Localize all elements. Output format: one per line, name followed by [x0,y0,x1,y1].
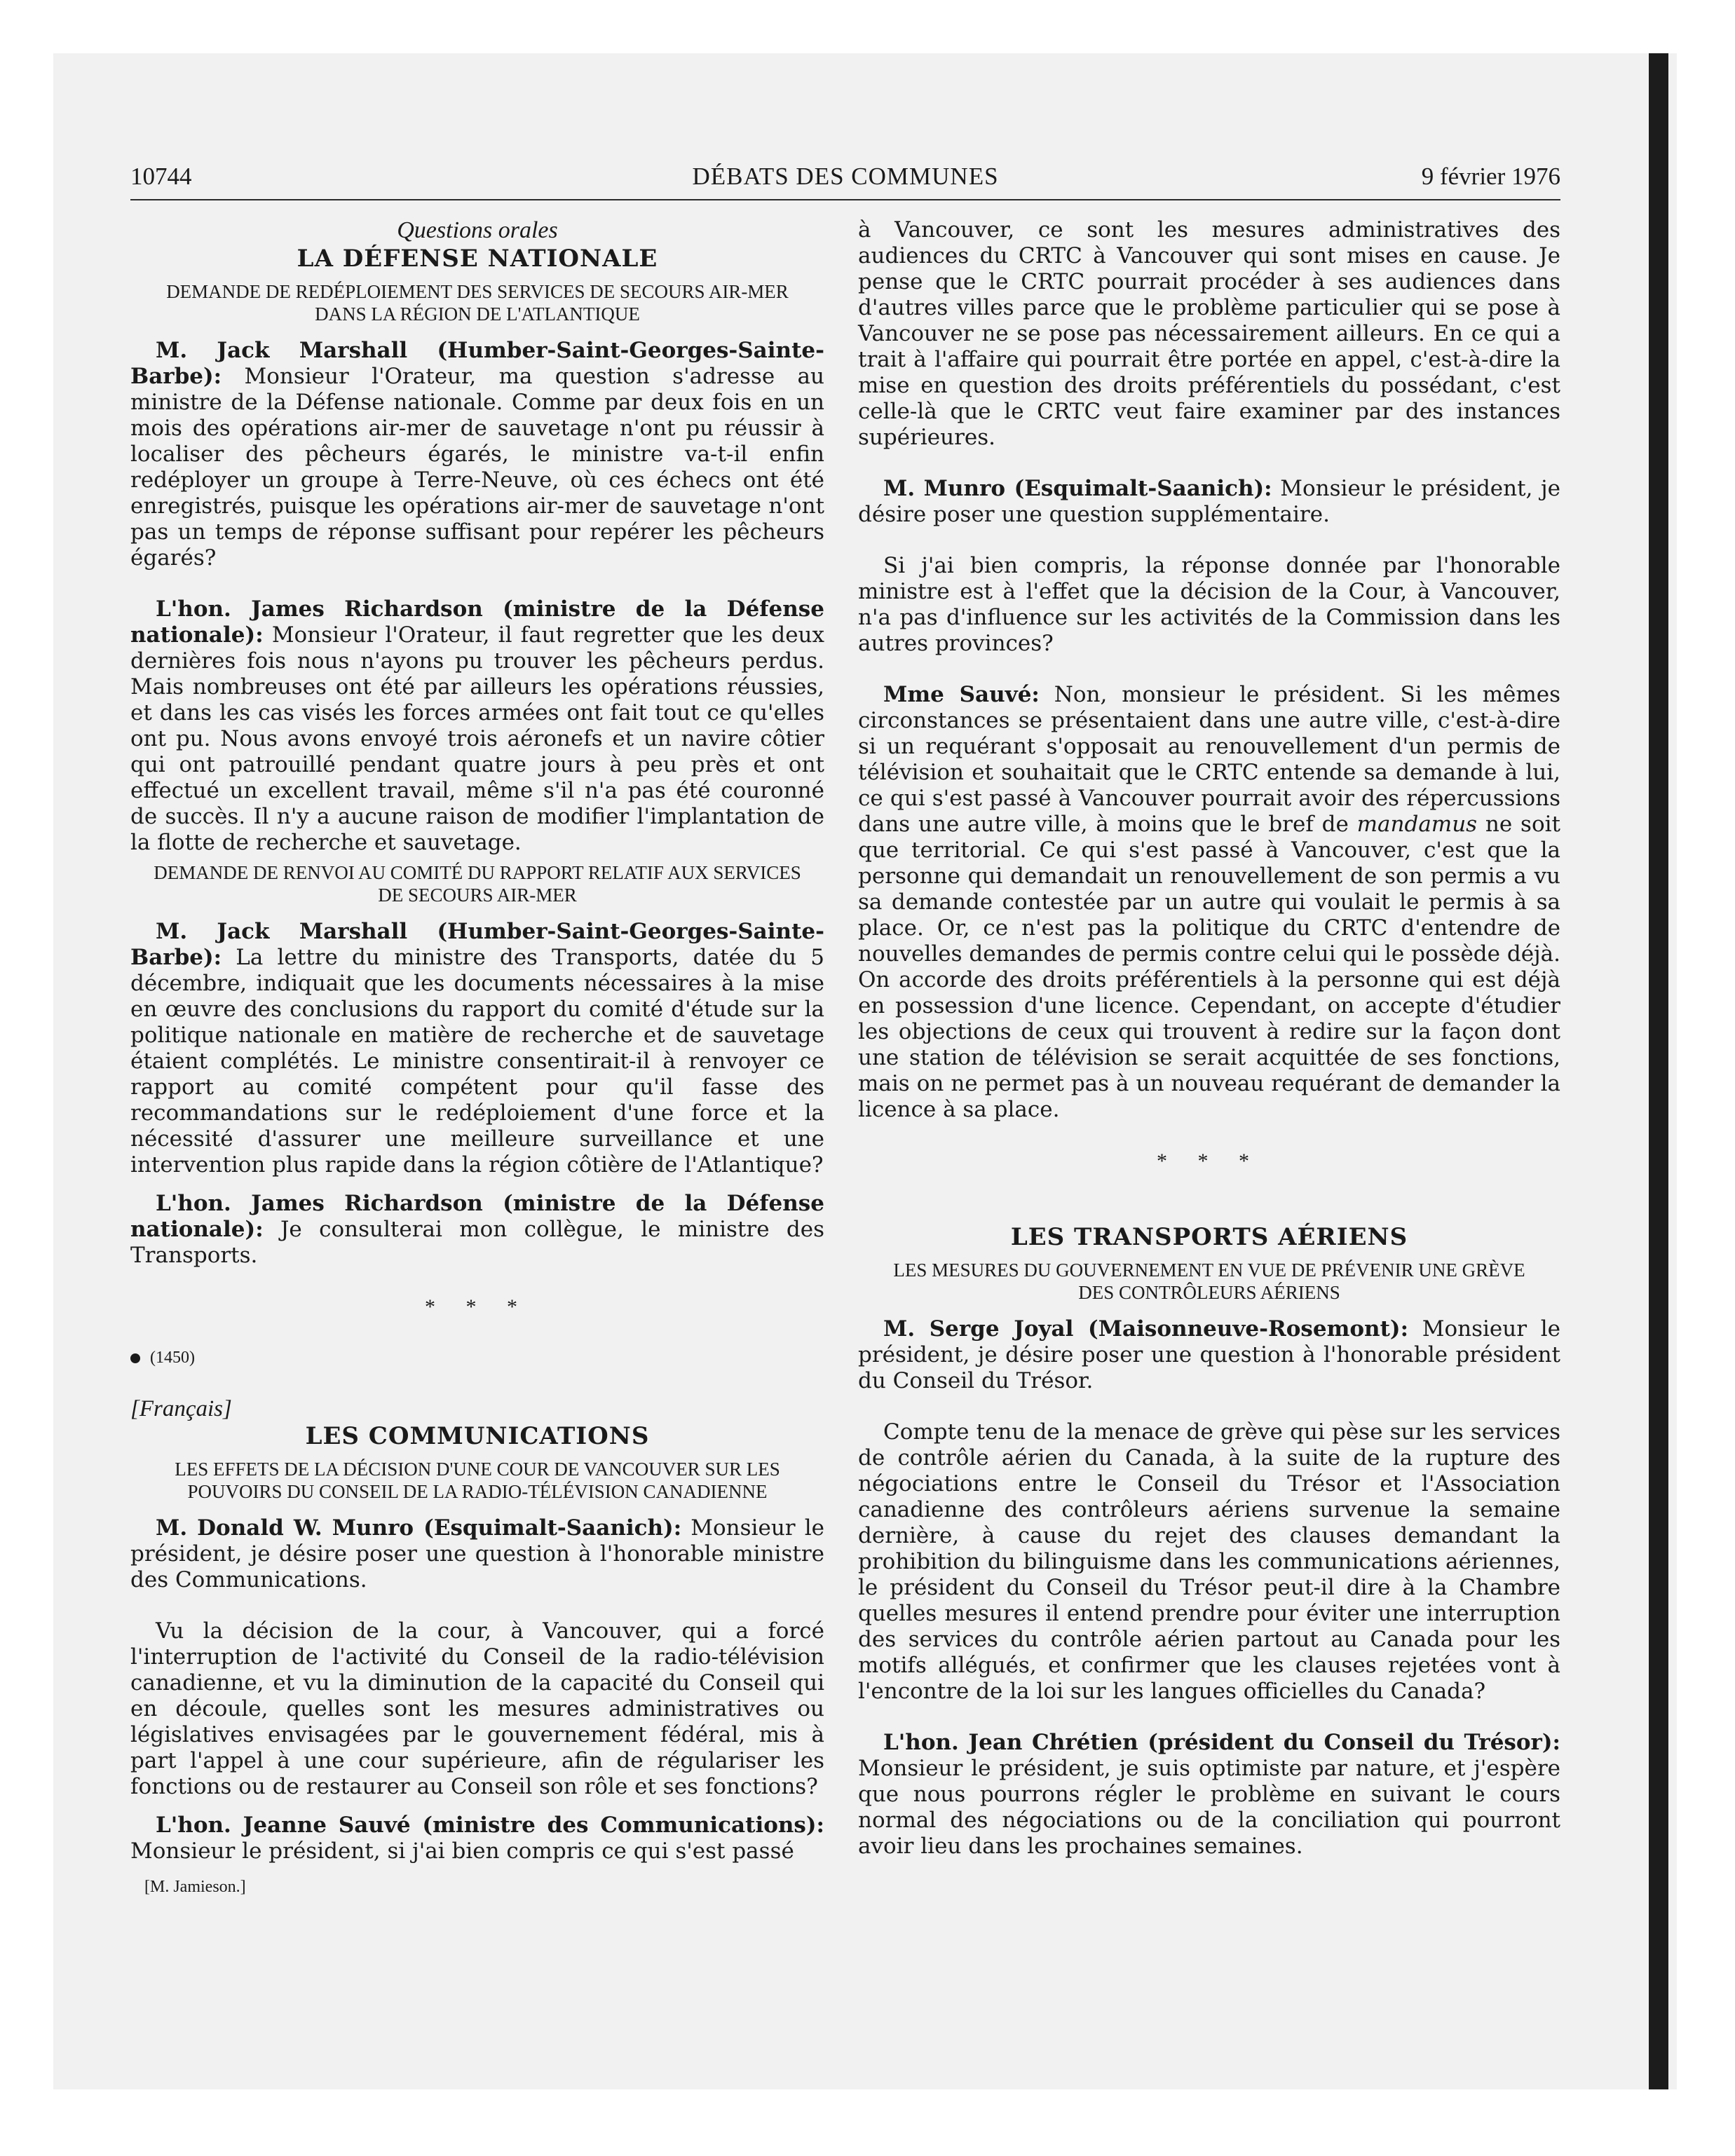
speech-marshall-2 [130,919,824,1178]
time-marker-text: (1450) [150,1349,195,1367]
speech-text: Monsieur le président, je désire poser une question à l'honorable président du Conseil du Trésor. [858,1316,1560,1393]
speech-sauve-1 [130,1813,824,1864]
page-footnote: [M. Jamieson.] [144,1878,246,1896]
speaker-name: M. Munro (Esquimalt-Saanich): [883,476,1272,501]
rubric-air-controllers: LES MESURES DU GOUVERNEMENT EN VUE DE PRÉVENIR UNE GRÈVE DES CONTRÔLEURS AÉRIENS [893,1260,1525,1303]
speaker-name: M. Donald W. Munro (Esquimalt-Saanich): [156,1515,682,1541]
publication-date: 9 février 1976 [1421,163,1560,190]
speech-joyal [858,1316,1560,1394]
speech-richardson-1 [130,596,824,856]
speech-sauve-1-continued: à Vancouver, ce sont les mesures administratives des audiences du CRTC à Vancouver qui sont mises en cause. Je pense que le CRTC pourrait procéder à ses audiences dans d'autres villes parce que le problème particulier qui se pose à Vancouver ne se pose pas nécessairement ailleurs. En ce qui a trait à l'affaire qui pourrait être portée en appel, c'est-à-dire la mise en question des droits préférentiels du possédant, c'est celle-là que le CRTC veut faire examiner par des instances supérieures. [858,217,1560,450]
speech-chretien [858,1730,1560,1860]
speech-text: Monsieur l'Orateur, il faut regretter que les deux dernières fois nous n'ayons pu trouver les pêcheurs perdus. Mais nombreuses ont été par ailleurs les opérations réussies, et dans les cas visés les forces armées ont fait tout ce qu'elles ont pu. Nous avons envoyé trois aéronefs et un navire côtier qui ont patrouillé pendant quatre jours à peu près et ont effectué un excellent travail, même s'il n'a pas été couronné de succès. Il n'y a aucune raison de modifier l'implantation de la flotte de recherche et sauvetage. [130,622,824,855]
rubric-referral: DEMANDE DE RENVOI AU COMITÉ DU RAPPORT RELATIF AUX SERVICES DE SECOURS AIR-MER [154,862,801,906]
speech-munro-1 [130,1515,824,1593]
speaker-name: L'hon. James Richardson (ministre de la Défense nationale): [130,596,824,648]
speech-text: ne soit que territorial. Ce qui s'est passé à Vancouver, c'est que la personne qui demandait un renouvellement de son permis a vu sa demande contestée par un autre qui voulait le permis à sa place. Or, ce n'est pas la politique du CRTC d'entendre de nouvelles demandes de permis contre celui qui le possède déjà. On accorde des droits préférentiels à la personne qui est déjà en possession d'une licence. Cependant, on accepte d'étudier les objections de ceux qui trouvent à redire sur la façon dont une station de télévision se serait acquittée de ses fonctions, mais on ne permet pas à un nouveau requérant de demander la licence à sa place. [858,812,1560,1122]
speech-marshall-1 [130,338,824,571]
publication-title: DÉBATS DES COMMUNES [692,163,999,190]
scan-edge [1649,53,1668,2089]
speaker-name: L'hon. James Richardson (ministre de la Défense nationale): [130,1191,824,1242]
section-subhead: Questions orales [397,217,558,243]
rubric-vancouver-court: LES EFFETS DE LA DÉCISION D'UNE COUR DE VANCOUVER SUR LES POUVOIRS DU CONSEIL DE LA RADIO-TÉLÉVISION CANADIENNE [175,1459,780,1502]
speech-text: Monsieur le président, si j'ai bien compris ce qui s'est passé [130,1838,794,1864]
speech-text: Non, monsieur le président. Si les mêmes circonstances se présentaient dans une autre ville, c'est-à-dire si un requérant s'opposait au renouvellement d'un permis de télévision et souhaitait que le CRTC entende sa demande à lui, ce qui s'est passé à Vancouver pourrait avoir des répercussions dans une autre ville, à moins que le bref de [858,682,1560,837]
section-heading-air-transport: LES TRANSPORTS AÉRIENS [1010,1223,1408,1251]
section-separator: * * * [425,1295,530,1318]
page-number: 10744 [130,163,192,190]
speech-text: La lettre du ministre des Transports, datée du 5 décembre, indiquait que les documents nécessaires à la mise en œuvre des conclusions du rapport du comité d'étude sur la politique nationale en matière de recherche et de sauvetage étaient complétés. Le ministre consentirait-il à renvoyer ce rapport au comité compétent pour qu'il fasse des recommandations sur le redéploiement d'une force et la nécessité d'assurer une meilleure surveillance et une intervention plus rapide dans la région côtière de l'Atlantique? [130,945,824,1178]
speech-munro-2-continued: Si j'ai bien compris, la réponse donnée par l'honorable ministre est à l'effet que la décision de la Cour, à Vancouver, n'a pas d'influence sur les activités de la Commission dans les autres provinces? [858,553,1560,656]
running-header [130,160,1560,200]
section-heading-defense: LA DÉFENSE NATIONALE [297,245,658,273]
language-tag: [Français] [130,1396,232,1421]
speech-munro-2 [858,476,1560,528]
speech-text: Monsieur l'Orateur, ma question s'adresse au ministre de la Défense nationale. Comme par deux fois en un mois des opérations air-mer de sauvetage n'ont pu réussir à localiser des pêcheurs égarés, le ministre va-t-il enfin redéployer un groupe à Terre-Neuve, où ces échecs ont été enregistrés, puisque les opérations air-mer de sauvetage n'ont pas un temps de réponse suffisant pour repérer les pêcheurs égarés? [130,364,824,571]
speaker-name: L'hon. Jean Chrétien (président du Conseil du Trésor): [883,1730,1560,1755]
speaker-name: L'hon. Jeanne Sauvé (ministre des Communications): [156,1813,824,1838]
speech-joyal-continued: Compte tenu de la menace de grève qui pèse sur les services de contrôle aérien du Canada, à la suite de la rupture des négociations entre le Conseil du Trésor et l'Association canadienne des contrôleurs aériens survenue la semaine dernière, à cause du rejet des clauses demandant la prohibition du bilinguisme dans les communications aériennes, le président du Conseil du Trésor peut-il dire à la Chambre quelles mesures il entend prendre pour éviter une interruption des services du contrôle aérien partout au Canada pour les motifs allégués, et confirmer que les clauses rejetées vont à l'encontre de la loi sur les langues officielles du Canada? [858,1419,1560,1704]
speech-text: Monsieur le président, je suis optimiste par nature, et j'espère que nous pourrons régler le problème en suivant le cours normal des négociations ou de la conciliation qui pourront avoir lieu dans les prochaines semaines. [858,1756,1560,1859]
speech-text: Monsieur le président, je désire poser une question à l'honorable ministre des Communications. [130,1515,824,1592]
speech-text: Je consulterai mon collègue, le ministre des Transports. [130,1217,824,1268]
speech-richardson-2 [130,1191,824,1269]
speech-text: Monsieur le président, je désire poser une question supplémentaire. [858,476,1560,527]
speaker-name: Mme Sauvé: [883,682,1040,707]
speech-munro-1-continued: Vu la décision de la cour, à Vancouver, qui a forcé l'interruption de l'activité du Conseil de la radio-télévision canadienne, et vu la diminution de la capacité du Conseil qui en découle, quelles sont les mesures administratives ou législatives envisagées par le gouvernement fédéral, mis à part l'appel à une cour supérieure, afin de régulariser les fonctions ou de restaurer au Conseil son rôle et ses fonctions? [130,1618,824,1799]
speech-sauve-2 [858,682,1560,1123]
speech-italic-term: mandamus [1356,812,1478,837]
time-marker [130,1345,824,1371]
speaker-name: M. Serge Joyal (Maisonneuve-Rosemont): [883,1316,1409,1342]
rubric-redeployment: DEMANDE DE REDÉPLOIEMENT DES SERVICES DE SECOURS AIR-MER DANS LA RÉGION DE L'ATLANTIQUE [166,281,789,325]
speaker-name: M. Jack Marshall (Humber-Saint-Georges-Sainte-Barbe): [130,338,824,389]
speaker-name: M. Jack Marshall (Humber-Saint-Georges-Sainte-Barbe): [130,919,824,970]
right-column [858,217,1560,1860]
left-column [130,217,824,1900]
bullet-dot-icon [130,1353,140,1363]
section-heading-communications: LES COMMUNICATIONS [305,1422,650,1450]
section-separator: * * * [1157,1149,1262,1173]
